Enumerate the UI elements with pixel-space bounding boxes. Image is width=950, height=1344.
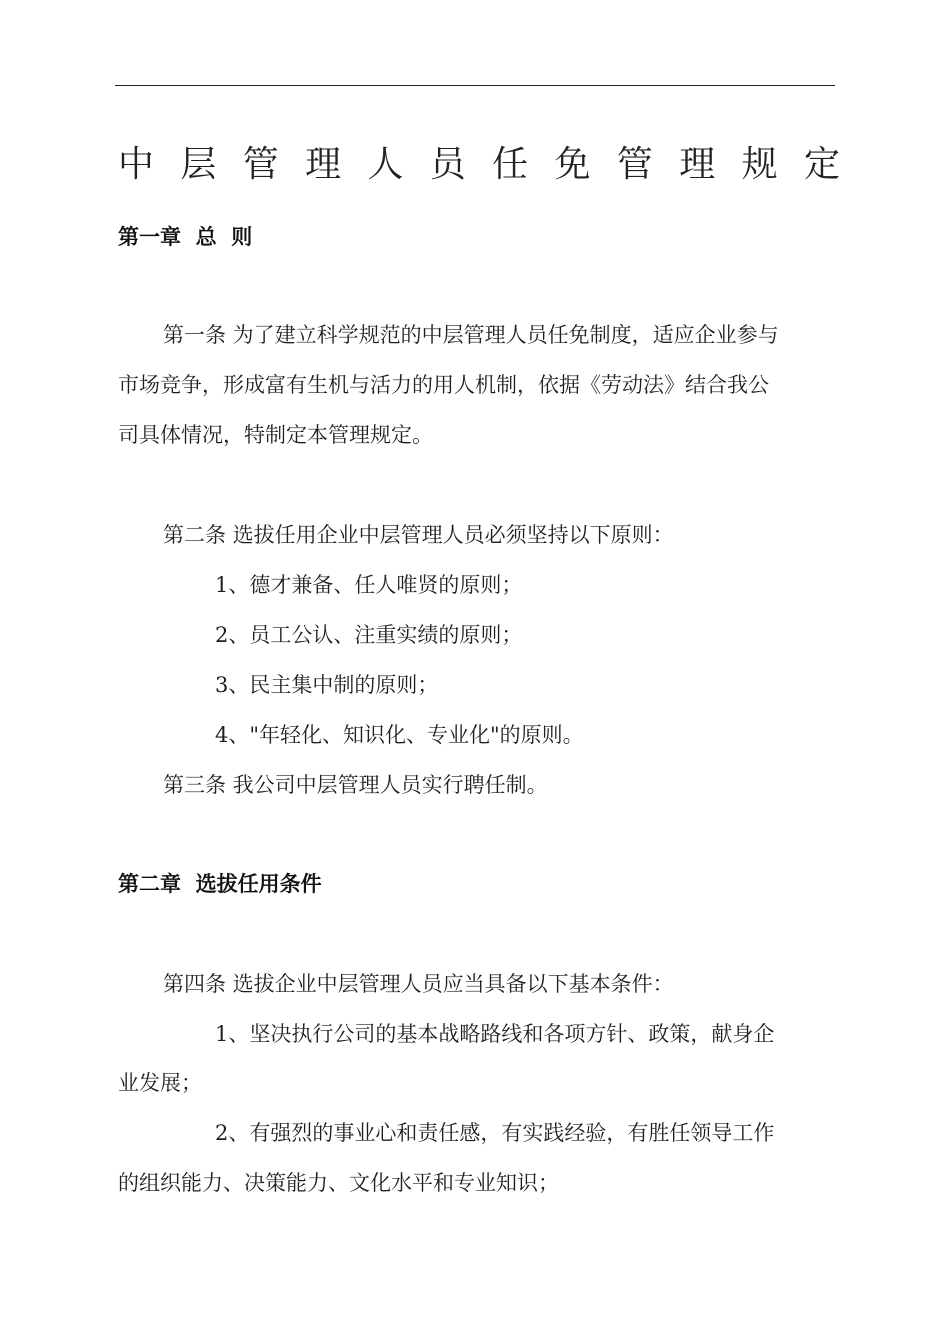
article-3: 第三条 我公司中层管理人员实行聘任制。	[163, 773, 548, 797]
article-2-item: 4、"年轻化、知识化、专业化"的原则。	[215, 723, 584, 747]
article-4-item-1-line: 业发展；	[118, 1071, 202, 1095]
document-title	[118, 142, 840, 188]
title-char: 员	[429, 144, 466, 185]
chapter-1-heading: 第一章 总 则	[118, 225, 253, 249]
article-4-item-2-line: 2、有强烈的事业心和责任感，有实践经验，有胜任领导工作	[215, 1121, 775, 1145]
title-char: 理	[305, 144, 342, 185]
article-4-intro: 第四条 选拔企业中层管理人员应当具备以下基本条件：	[163, 972, 674, 996]
title-char: 规	[741, 144, 778, 185]
article-2-item: 1、德才兼备、任人唯贤的原则；	[215, 573, 523, 597]
title-char: 人	[367, 144, 404, 185]
article-2-intro: 第二条 选拔任用企业中层管理人员必须坚持以下原则：	[163, 523, 674, 547]
article-2-item: 3、民主集中制的原则；	[215, 673, 439, 697]
article-4-item-2-line: 的组织能力、决策能力、文化水平和专业知识；	[118, 1171, 559, 1195]
article-1-line: 市场竞争，形成富有生机与活力的用人机制，依据《劳动法》结合我公	[118, 373, 769, 397]
title-char: 定	[803, 144, 840, 185]
title-char: 层	[180, 144, 217, 185]
title-char: 中	[118, 144, 155, 185]
header-rule	[115, 85, 835, 86]
chapter-2-heading: 第二章 选拔任用条件	[118, 872, 322, 896]
title-char: 管	[616, 144, 653, 185]
title-char: 管	[242, 144, 279, 185]
article-1-line: 第一条 为了建立科学规范的中层管理人员任免制度，适应企业参与	[163, 323, 779, 347]
article-4-item-1-line: 1、坚决执行公司的基本战略路线和各项方针、政策，献身企	[215, 1022, 775, 1046]
article-2-item: 2、员工公认、注重实绩的原则；	[215, 623, 523, 647]
article-1-line: 司具体情况，特制定本管理规定。	[118, 423, 433, 447]
title-char: 理	[679, 144, 716, 185]
title-char: 免	[554, 144, 591, 185]
title-char: 任	[492, 144, 529, 185]
